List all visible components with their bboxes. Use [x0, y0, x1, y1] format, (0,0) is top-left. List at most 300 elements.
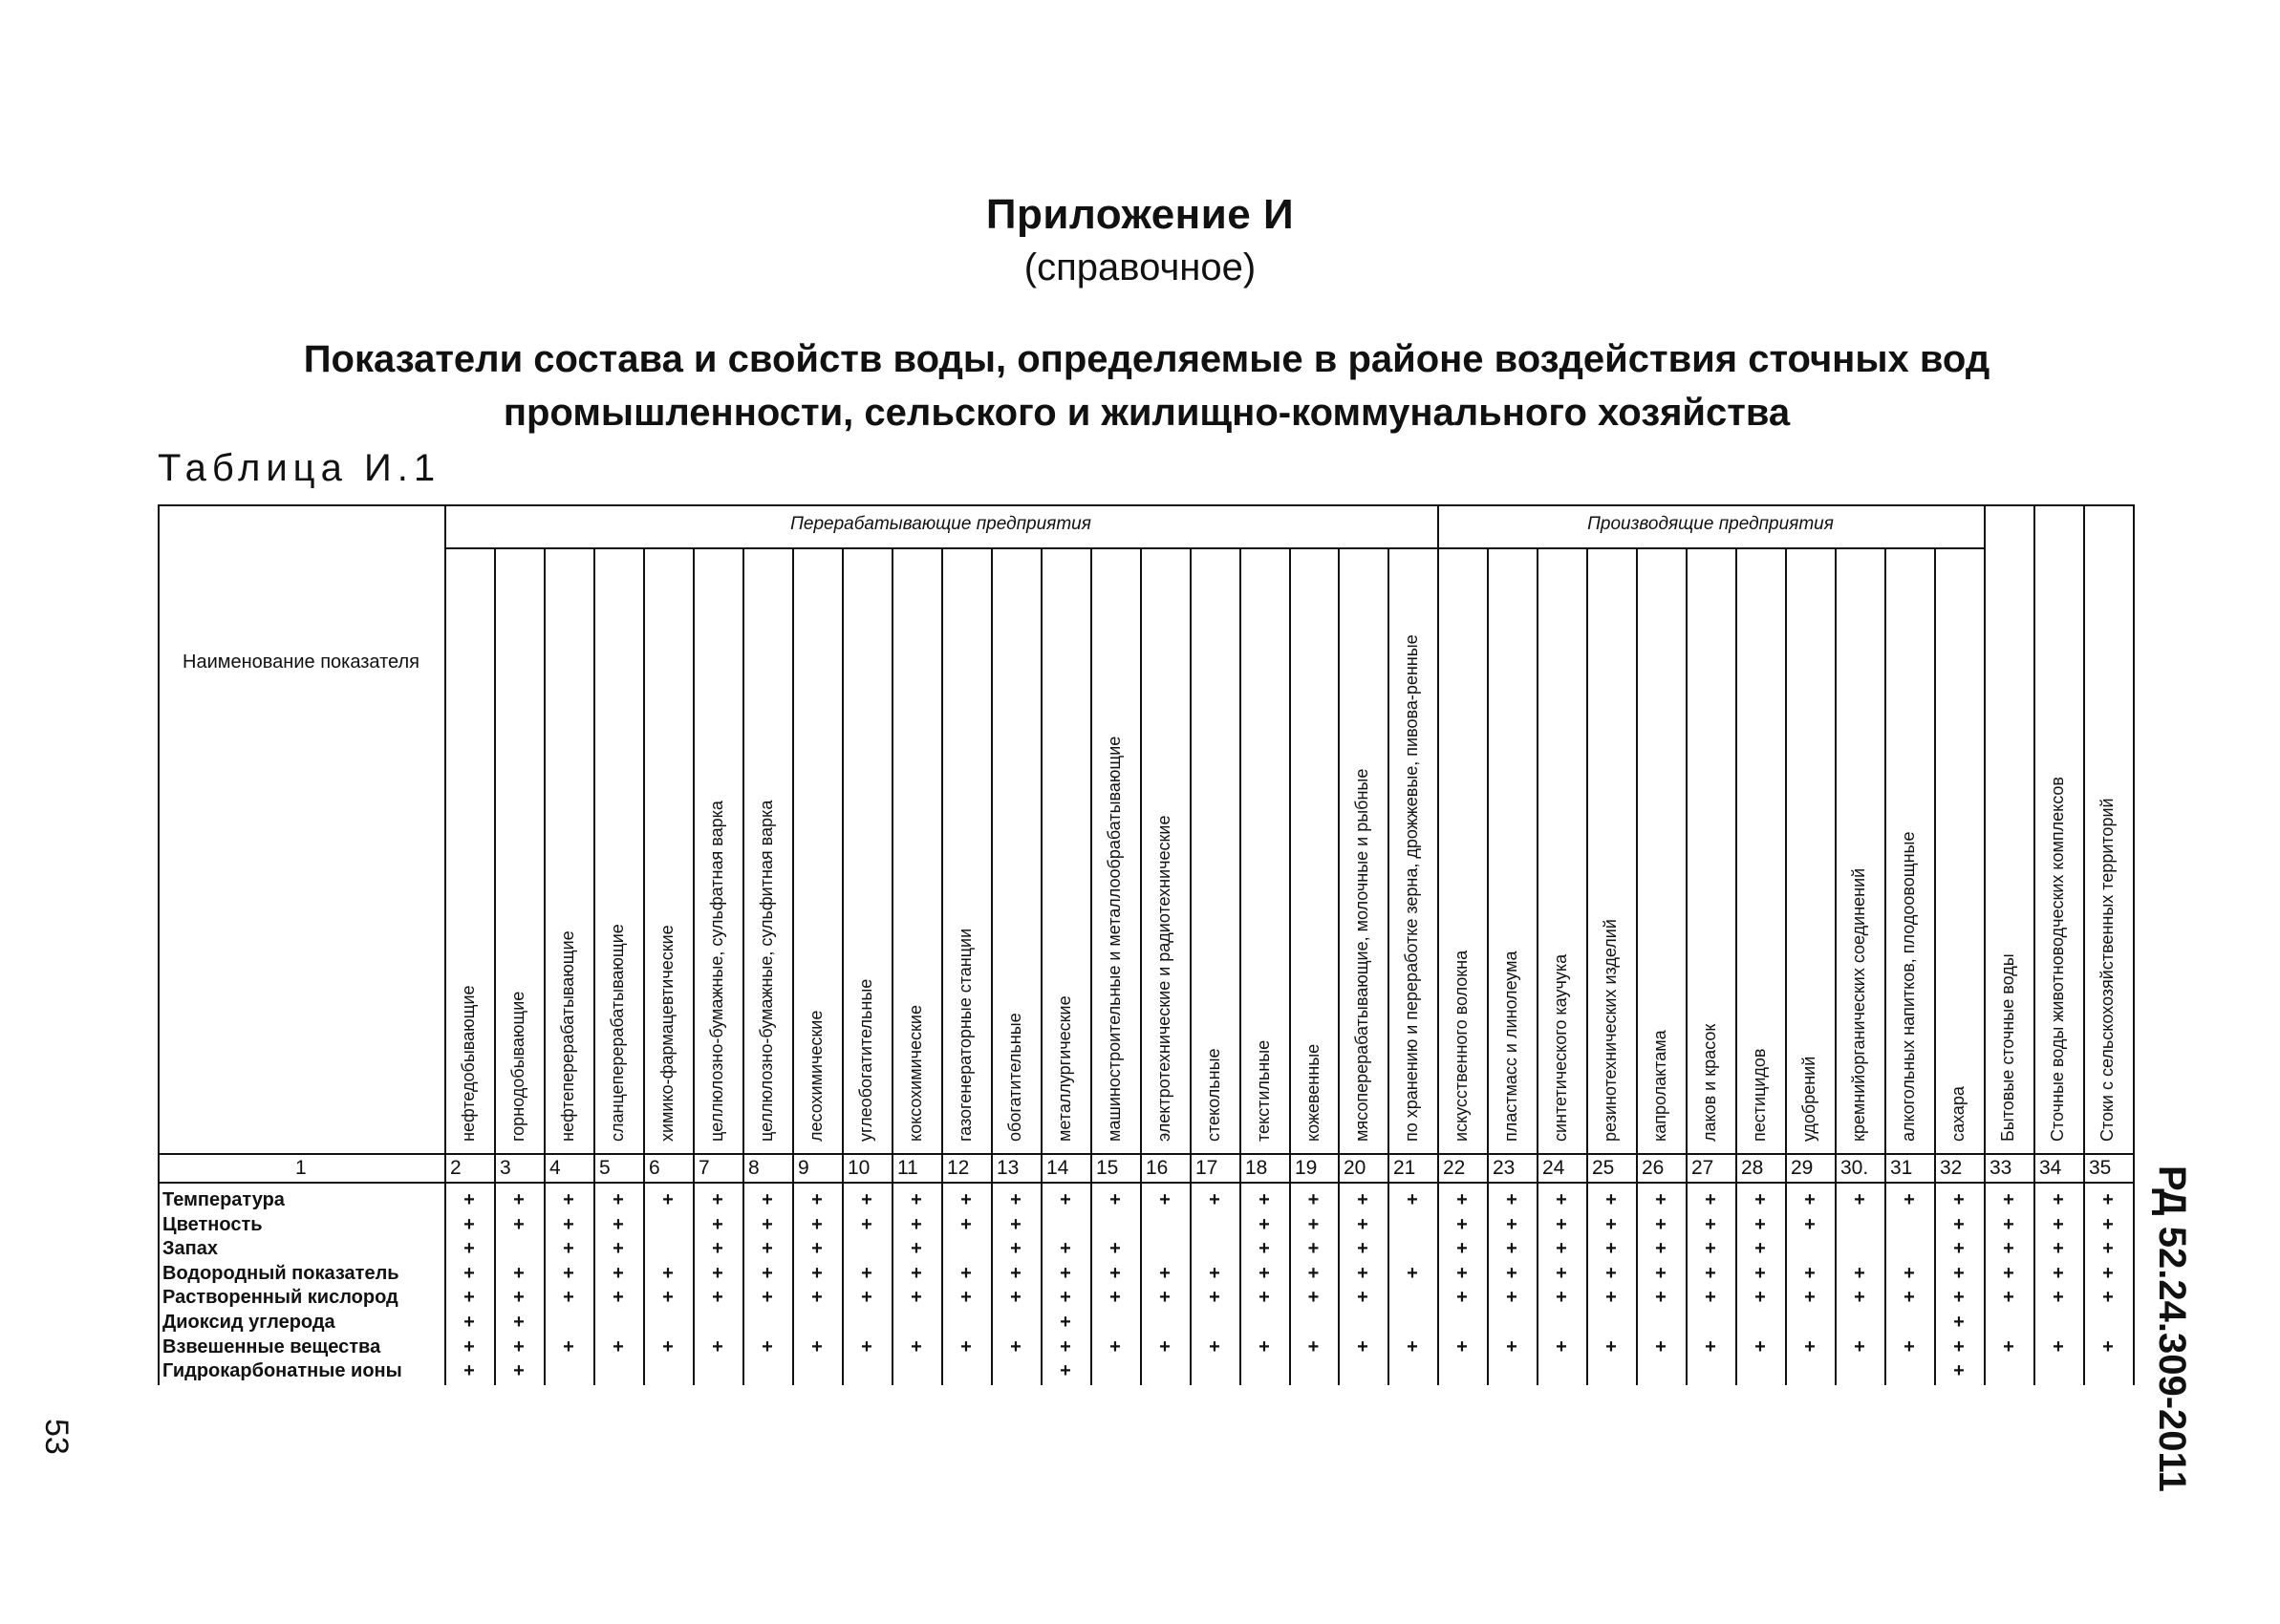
cell-mark: +	[563, 1189, 574, 1210]
cell-mark: +	[513, 1312, 525, 1333]
cell-mark: +	[1705, 1287, 1716, 1309]
column-header-6: химико-фармацевтические	[657, 925, 677, 1142]
cell-mark: +	[1060, 1189, 1071, 1210]
column-border-5	[643, 547, 645, 1385]
column-border-16	[1190, 547, 1192, 1385]
cell-mark: +	[960, 1189, 972, 1210]
cell-mark: +	[1705, 1262, 1716, 1284]
cell-mark: +	[463, 1287, 475, 1309]
column-number-14: 14	[1046, 1157, 1069, 1179]
column-border-9	[842, 547, 844, 1385]
row-label: Водородный показатель	[162, 1262, 399, 1284]
cell-mark: +	[1705, 1213, 1716, 1235]
column-number-6: 6	[649, 1157, 660, 1179]
cell-mark: +	[1407, 1262, 1418, 1284]
cell-mark: +	[463, 1238, 475, 1260]
row-label: Гидрокарбонатные ионы	[162, 1360, 402, 1382]
cell-mark: +	[613, 1238, 624, 1260]
cell-mark: +	[762, 1262, 773, 1284]
column-header-20: мясоперерабатывающие, молочные и рыбные	[1352, 768, 1371, 1142]
cell-mark: +	[712, 1262, 723, 1284]
cell-mark: +	[1556, 1238, 1567, 1260]
cell-mark: +	[1953, 1336, 1965, 1357]
cell-mark: +	[960, 1336, 972, 1357]
cell-mark: +	[513, 1262, 525, 1284]
cell-mark: +	[762, 1238, 773, 1260]
cell-mark: +	[2003, 1287, 2014, 1309]
cell-mark: +	[513, 1213, 525, 1235]
cell-mark: +	[1109, 1189, 1121, 1210]
column-border-27	[1735, 547, 1737, 1385]
cell-mark: +	[463, 1189, 475, 1210]
column-number-11: 11	[897, 1157, 918, 1179]
column-number-28: 28	[1741, 1157, 1764, 1179]
cell-mark: +	[1804, 1189, 1816, 1210]
column-border-8	[792, 547, 794, 1385]
page-number: 53	[38, 1419, 75, 1455]
cell-mark: +	[1159, 1336, 1171, 1357]
cell-mark: +	[1010, 1189, 1022, 1210]
cell-mark: +	[463, 1213, 475, 1235]
column-header-24: синтетического каучука	[1551, 953, 1570, 1142]
column-header-15: машиностроительные и металлообрабатывающие	[1105, 736, 1124, 1142]
row-label: Запах	[162, 1238, 218, 1260]
cell-mark: +	[1556, 1287, 1567, 1309]
column-border-25	[1636, 547, 1638, 1385]
cell-mark: +	[1109, 1287, 1121, 1309]
cell-mark: +	[861, 1287, 872, 1309]
cell-mark: +	[1407, 1189, 1418, 1210]
cell-mark: +	[1159, 1287, 1171, 1309]
cell-mark: +	[563, 1287, 574, 1309]
column-header-33: Бытовые сточные воды	[1998, 953, 2017, 1142]
column-number-35: 35	[2089, 1157, 2112, 1179]
column-border-23	[1537, 547, 1538, 1385]
cell-mark: +	[1307, 1189, 1320, 1210]
appendix-subtitle: (справочное)	[1023, 246, 1257, 288]
name-column-border	[444, 504, 446, 1385]
cell-mark: +	[662, 1262, 674, 1284]
cell-mark: +	[811, 1336, 823, 1357]
cell-mark: +	[712, 1213, 723, 1235]
cell-mark: +	[2102, 1336, 2114, 1357]
cell-mark: +	[613, 1287, 624, 1309]
column-border-11	[941, 547, 943, 1385]
cell-mark: +	[1258, 1336, 1270, 1357]
cell-mark: +	[1854, 1336, 1865, 1357]
cell-mark: +	[1854, 1287, 1865, 1309]
cell-mark: +	[1159, 1189, 1171, 1210]
cell-mark: +	[1010, 1238, 1022, 1260]
cell-mark: +	[1010, 1287, 1022, 1309]
cell-mark: +	[1506, 1262, 1517, 1284]
first-column-number: 1	[295, 1157, 307, 1179]
cell-mark: +	[2102, 1262, 2114, 1284]
cell-mark: +	[1655, 1336, 1667, 1357]
cell-mark: +	[1060, 1360, 1071, 1382]
cell-mark: +	[1655, 1262, 1667, 1284]
cell-mark: +	[762, 1336, 773, 1357]
column-number-34: 34	[2039, 1157, 2062, 1179]
cell-mark: +	[1953, 1262, 1965, 1284]
cell-mark: +	[1060, 1262, 1071, 1284]
cell-mark: +	[1953, 1287, 1965, 1309]
cell-mark: +	[1754, 1189, 1766, 1210]
column-number-9: 9	[798, 1157, 809, 1179]
cell-mark: +	[463, 1262, 475, 1284]
cell-mark: +	[613, 1213, 624, 1235]
column-border-35	[2133, 504, 2135, 1385]
cell-mark: +	[563, 1213, 574, 1235]
cell-mark: +	[811, 1213, 823, 1235]
cell-mark: +	[1456, 1238, 1468, 1260]
cell-mark: +	[861, 1336, 872, 1357]
cell-mark: +	[762, 1189, 773, 1210]
column-header-8: целлюлозно-бумажные, сульфитная варка	[757, 800, 776, 1142]
cell-mark: +	[2003, 1238, 2014, 1260]
table-left-border	[158, 504, 160, 1385]
cell-mark: +	[1209, 1262, 1220, 1284]
cell-mark: +	[1209, 1287, 1220, 1309]
column-border-19	[1338, 547, 1340, 1385]
column-header-4: нефтеперерабатывающие	[558, 930, 577, 1142]
cell-mark: +	[563, 1336, 574, 1357]
cell-mark: +	[861, 1213, 872, 1235]
cell-mark: +	[911, 1213, 922, 1235]
cell-mark: +	[911, 1238, 922, 1260]
column-border-22	[1487, 547, 1489, 1385]
cell-mark: +	[1953, 1312, 1965, 1333]
column-header-29: удобрений	[1799, 1056, 1818, 1142]
cell-mark: +	[1307, 1262, 1320, 1284]
cell-mark: +	[1010, 1336, 1022, 1357]
column-border-6	[693, 547, 695, 1385]
cell-mark: +	[513, 1336, 525, 1357]
cell-mark: +	[1357, 1336, 1368, 1357]
column-number-32: 32	[1940, 1157, 1963, 1179]
cell-mark: +	[2102, 1287, 2114, 1309]
cell-mark: +	[1258, 1213, 1270, 1235]
cell-mark: +	[662, 1287, 674, 1309]
cell-mark: +	[1307, 1238, 1320, 1260]
cell-mark: +	[1953, 1213, 1965, 1235]
cell-mark: +	[1209, 1336, 1220, 1357]
cell-mark: +	[1953, 1189, 1965, 1210]
cell-mark: +	[2003, 1262, 2014, 1284]
column-header-32: сахара	[1948, 1086, 1968, 1142]
column-header-13: обогатительные	[1005, 1013, 1024, 1142]
cell-mark: +	[1209, 1189, 1220, 1210]
cell-mark: +	[1060, 1336, 1071, 1357]
column-border-28	[1785, 547, 1787, 1385]
cell-mark: +	[1804, 1336, 1816, 1357]
cell-mark: +	[1556, 1262, 1567, 1284]
cell-mark: +	[960, 1287, 972, 1309]
cell-mark: +	[960, 1213, 972, 1235]
cell-mark: +	[1854, 1189, 1865, 1210]
cell-mark: +	[2003, 1189, 2014, 1210]
column-number-31: 31	[1890, 1157, 1913, 1179]
cell-mark: +	[1307, 1336, 1320, 1357]
cell-mark: +	[1655, 1287, 1667, 1309]
table-caption: Таблица И.1	[158, 447, 441, 489]
cell-mark: +	[2053, 1262, 2064, 1284]
cell-mark: +	[1109, 1336, 1121, 1357]
cell-mark: +	[1109, 1238, 1121, 1260]
group-header-1: Производящие предприятия	[1587, 514, 1834, 534]
cell-mark: +	[1506, 1336, 1517, 1357]
row-label: Цветность	[162, 1213, 263, 1235]
cell-mark: +	[911, 1336, 922, 1357]
cell-mark: +	[1456, 1336, 1468, 1357]
cell-mark: +	[2053, 1238, 2064, 1260]
cell-mark: +	[1456, 1213, 1468, 1235]
cell-mark: +	[2102, 1189, 2114, 1210]
cell-mark: +	[1556, 1213, 1567, 1235]
cell-mark: +	[1605, 1336, 1617, 1357]
column-header-17: стекольные	[1204, 1048, 1223, 1142]
column-header-12: газогенераторные станции	[956, 928, 975, 1142]
column-border-21	[1437, 547, 1439, 1385]
column-border-33	[2033, 504, 2035, 1385]
column-number-29: 29	[1791, 1157, 1814, 1179]
cell-mark: +	[1258, 1287, 1270, 1309]
column-header-5: сланцеперерабатывающие	[608, 924, 627, 1142]
column-header-25: резинотехнических изделий	[1601, 919, 1620, 1142]
cell-mark: +	[1804, 1262, 1816, 1284]
cell-mark: +	[2102, 1213, 2114, 1235]
cell-mark: +	[1904, 1189, 1915, 1210]
cell-mark: +	[1556, 1336, 1567, 1357]
cell-mark: +	[1060, 1287, 1071, 1309]
cell-mark: +	[1258, 1262, 1270, 1284]
cell-mark: +	[2102, 1238, 2114, 1260]
column-header-14: металлургические	[1055, 995, 1074, 1142]
cell-mark: +	[1357, 1213, 1368, 1235]
column-border-32	[1984, 547, 1986, 1385]
cell-mark: +	[1258, 1238, 1270, 1260]
cell-mark: +	[1904, 1336, 1915, 1357]
column-number-18: 18	[1245, 1157, 1268, 1179]
cell-mark: +	[613, 1262, 624, 1284]
cell-mark: +	[2003, 1213, 2014, 1235]
cell-mark: +	[1854, 1262, 1865, 1284]
cell-mark: +	[1506, 1238, 1517, 1260]
column-border-2	[494, 547, 496, 1385]
cell-mark: +	[1506, 1213, 1517, 1235]
cell-mark: +	[1357, 1189, 1368, 1210]
cell-mark: +	[1506, 1287, 1517, 1309]
cell-mark: +	[911, 1189, 922, 1210]
document-code: РД 52.24.309-2011	[2151, 1165, 2193, 1492]
cell-mark: +	[861, 1189, 872, 1210]
cell-mark: +	[2053, 1213, 2064, 1235]
cell-mark: +	[1010, 1213, 1022, 1235]
row-label: Взвешенные вещества	[162, 1336, 381, 1357]
column-number-17: 17	[1195, 1157, 1218, 1179]
column-header-11: коксохимические	[906, 1005, 925, 1142]
cell-mark: +	[1804, 1213, 1816, 1235]
column-border-26	[1686, 547, 1688, 1385]
column-border-14	[1090, 547, 1092, 1385]
column-border-3	[544, 547, 546, 1385]
cell-mark: +	[463, 1360, 475, 1382]
column-number-10: 10	[848, 1157, 871, 1179]
column-number-27: 27	[1691, 1157, 1714, 1179]
row-label: Температура	[162, 1189, 285, 1210]
appendix-title: Приложение И	[985, 191, 1295, 238]
cell-mark: +	[1010, 1262, 1022, 1284]
cell-mark: +	[1456, 1262, 1468, 1284]
cell-mark: +	[1953, 1238, 1965, 1260]
column-header-16: электротехнические и радиотехнические	[1154, 815, 1173, 1142]
column-header-9: лесохимические	[807, 1010, 826, 1142]
cell-mark: +	[1605, 1238, 1617, 1260]
column-number-8: 8	[748, 1157, 760, 1179]
name-column-header: Наименование показателя	[183, 652, 419, 673]
cell-mark: +	[762, 1287, 773, 1309]
cell-mark: +	[1456, 1189, 1468, 1210]
cell-mark: +	[1357, 1262, 1368, 1284]
cell-mark: +	[1705, 1336, 1716, 1357]
row-label: Растворенный кислород	[162, 1287, 398, 1309]
cell-mark: +	[1804, 1287, 1816, 1309]
column-border-17	[1239, 547, 1241, 1385]
cell-mark: +	[1754, 1287, 1766, 1309]
cell-mark: +	[613, 1189, 624, 1210]
column-header-10: углеобогатительные	[856, 978, 875, 1142]
cell-mark: +	[513, 1189, 525, 1210]
column-number-25: 25	[1592, 1157, 1615, 1179]
column-border-12	[991, 547, 993, 1385]
column-header-18: текстильные	[1254, 1039, 1273, 1142]
column-border-13	[1041, 547, 1043, 1385]
column-number-2: 2	[450, 1157, 462, 1179]
cell-mark: +	[613, 1336, 624, 1357]
cell-mark: +	[712, 1189, 723, 1210]
column-number-20: 20	[1344, 1157, 1366, 1179]
cell-mark: +	[1506, 1189, 1517, 1210]
cell-mark: +	[1904, 1262, 1915, 1284]
cell-mark: +	[1754, 1213, 1766, 1235]
column-border-30.	[1884, 547, 1886, 1385]
cell-mark: +	[1605, 1189, 1617, 1210]
cell-mark: +	[762, 1213, 773, 1235]
cell-mark: +	[1556, 1189, 1567, 1210]
cell-mark: +	[1605, 1262, 1617, 1284]
column-border-20	[1387, 547, 1389, 1385]
cell-mark: +	[2053, 1287, 2064, 1309]
cell-mark: +	[662, 1189, 674, 1210]
column-number-15: 15	[1096, 1157, 1119, 1179]
cell-mark: +	[712, 1336, 723, 1357]
cell-mark: +	[1705, 1189, 1716, 1210]
cell-mark: +	[1258, 1189, 1270, 1210]
column-border-34	[2083, 504, 2085, 1385]
cell-mark: +	[463, 1312, 475, 1333]
cell-mark: +	[1953, 1360, 1965, 1382]
column-header-19: кожевенные	[1302, 1043, 1323, 1142]
cell-mark: +	[1754, 1336, 1766, 1357]
column-header-7: целлюлозно-бумажные, сульфатная варка	[707, 801, 726, 1142]
column-border-15	[1140, 547, 1142, 1385]
column-border-18	[1289, 547, 1291, 1385]
column-number-3: 3	[500, 1157, 511, 1179]
table-top-border	[158, 504, 2133, 506]
column-border-24	[1586, 547, 1588, 1385]
column-header-21: по хранению и переработке зерна, дрожжевые, пивова-ренные	[1402, 634, 1421, 1142]
column-border-10	[892, 547, 893, 1385]
column-header-2: нефтедобывающие	[459, 985, 478, 1142]
cell-mark: +	[513, 1360, 525, 1382]
column-header-26: капролактама	[1650, 1030, 1669, 1142]
column-number-33: 33	[1990, 1157, 2012, 1179]
cell-mark: +	[1109, 1262, 1121, 1284]
cell-mark: +	[1060, 1238, 1071, 1260]
cell-mark: +	[1407, 1336, 1418, 1357]
cell-mark: +	[662, 1336, 674, 1357]
column-header-27: лаков и красок	[1700, 1023, 1719, 1142]
cell-mark: +	[2053, 1336, 2064, 1357]
cell-mark: +	[513, 1287, 525, 1309]
cell-mark: +	[1705, 1238, 1716, 1260]
cell-mark: +	[1159, 1262, 1171, 1284]
cell-mark: +	[811, 1262, 823, 1284]
cell-mark: +	[712, 1238, 723, 1260]
cell-mark: +	[911, 1287, 922, 1309]
column-number-23: 23	[1493, 1157, 1516, 1179]
cell-mark: +	[1605, 1287, 1617, 1309]
heading-line-2: промышленности, сельского и жилищно-коммунального хозяйства	[503, 392, 1791, 434]
column-border-29	[1835, 547, 1837, 1385]
cell-mark: +	[1357, 1287, 1368, 1309]
column-number-7: 7	[699, 1157, 710, 1179]
column-header-22: искусственного волокна	[1452, 950, 1471, 1142]
column-number-13: 13	[997, 1157, 1020, 1179]
cell-mark: +	[1655, 1238, 1667, 1260]
column-number-30: 30.	[1840, 1157, 1869, 1179]
cell-mark: +	[712, 1287, 723, 1309]
cell-mark: +	[1754, 1262, 1766, 1284]
cell-mark: +	[2053, 1189, 2064, 1210]
cell-mark: +	[1605, 1213, 1617, 1235]
group-header-0: Перерабатывающие предприятия	[790, 514, 1091, 534]
column-number-5: 5	[599, 1157, 611, 1179]
cell-mark: +	[911, 1262, 922, 1284]
cell-mark: +	[1655, 1213, 1667, 1235]
column-header-34: Сточные воды животноводческих комплексов	[2048, 777, 2067, 1142]
column-header-35: Стоки с сельскохозяйственных территорий	[2097, 798, 2117, 1142]
cell-mark: +	[1060, 1312, 1071, 1333]
column-number-16: 16	[1146, 1157, 1169, 1179]
cell-mark: +	[1904, 1287, 1915, 1309]
column-number-21: 21	[1393, 1157, 1416, 1179]
cell-mark: +	[1307, 1287, 1320, 1309]
cell-mark: +	[811, 1189, 823, 1210]
cell-mark: +	[1357, 1238, 1368, 1260]
heading-line-1: Показатели состава и свойств воды, определяемые в районе воздействия сточных вод	[303, 338, 1990, 380]
cell-mark: +	[1456, 1287, 1468, 1309]
cell-mark: +	[811, 1287, 823, 1309]
column-border-4	[593, 547, 595, 1385]
column-header-23: пластмасс и линолеума	[1501, 951, 1520, 1142]
column-border-31	[1934, 547, 1936, 1385]
group-header-border	[444, 547, 1984, 549]
cell-mark: +	[861, 1262, 872, 1284]
cell-mark: +	[1655, 1189, 1667, 1210]
column-header-30: кремнийорганических соединений	[1849, 867, 1868, 1142]
cell-mark: +	[2003, 1336, 2014, 1357]
